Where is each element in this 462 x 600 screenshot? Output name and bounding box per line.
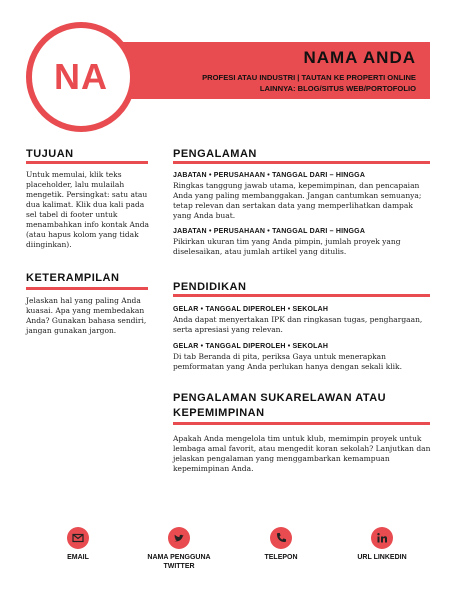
skills-text[interactable]: Jelaskan hal yang paling Anda kuasai. Apa yang membedakan Anda? Gunakan bahasa sendiri, jangan gunakan jargon. [26, 296, 147, 335]
linkedin-label[interactable]: URL LINKEDIN [357, 554, 407, 561]
subtitle-line-1: PROFESI ATAU INDUSTRI | TAUTAN KE PROPERTI ONLINE [202, 73, 416, 82]
objective-rule [26, 161, 148, 164]
resume-name[interactable]: NAMA ANDA [303, 48, 416, 67]
volunteer-title [173, 391, 430, 421]
objective-text[interactable]: Untuk memulai, klik teks placeholder, lalu mulailah mengetik. Persingkat: satu atau dua kalimat. Klik dua kali pada sel tabel di footer untuk menambahkan info kontak Anda (atau hapus kolom yang tidak diinginkan). [26, 170, 150, 249]
education-title: PENDIDIKAN [173, 281, 247, 293]
header-banner [118, 42, 430, 99]
twitter-label[interactable] [129, 553, 229, 571]
twitter-label-line-1: NAMA PENGGUNA [147, 554, 211, 561]
phone-label[interactable]: TELEPON [264, 554, 298, 561]
twitter-icon [168, 527, 190, 549]
email-icon [67, 527, 89, 549]
skills-title: KETERAMPILAN [26, 272, 120, 284]
education-rule [173, 294, 430, 297]
job-description[interactable]: Ringkas tanggung jawab utama, kepemimpinan, dan pencapaian Anda yang paling membanggakan. Jangan cantumkan semuanya; tetap relevan dan sertakan data yang memperlihatkan dampak yang Anda buat. [173, 181, 422, 220]
experience-rule [173, 161, 430, 164]
objective-title: TUJUAN [26, 148, 74, 160]
education-heading[interactable]: GELAR • TANGGAL DIPEROLEH • SEKOLAH [173, 343, 329, 350]
skills-rule [26, 287, 148, 290]
twitter-label-line-2: TWITTER [163, 563, 195, 570]
volunteer-title-line-2: KEPEMIMPINAN [173, 407, 265, 419]
volunteer-text[interactable]: Apakah Anda mengelola tim untuk klub, memimpin proyek untuk lembaga amal favorit, atau mengedit koran sekolah? Lanjutkan dan jelaskan pengalaman yang menggambarkan kemampuan kepemimpinan Anda. [173, 434, 431, 473]
volunteer-title-line-1: PENGALAMAN SUKARELAWAN ATAU [173, 392, 387, 404]
monogram-initials[interactable]: NA [54, 56, 108, 97]
linkedin-icon [371, 527, 393, 549]
phone-icon [270, 527, 292, 549]
education-description[interactable]: Anda dapat menyertakan IPK dan ringkasan tugas, penghargaan, serta apresiasi yang relevan. [173, 315, 423, 334]
job-description[interactable]: Pikirkan ukuran tim yang Anda pimpin, jumlah proyek yang diselesaikan, atau jumlah artikel yang ditulis. [173, 237, 401, 256]
job-heading[interactable]: JABATAN • PERUSAHAAN • TANGGAL DARI – HINGGA [173, 228, 366, 235]
experience-title: PENGALAMAN [173, 148, 257, 160]
subtitle-line-2: LAINNYA: BLOG/SITUS WEB/PORTOFOLIO [259, 84, 416, 93]
education-heading[interactable]: GELAR • TANGGAL DIPEROLEH • SEKOLAH [173, 306, 329, 313]
education-description[interactable]: Di tab Beranda di pita, periksa Gaya untuk menerapkan pemformatan yang Anda perlukan hanya dengan sekali klik. [173, 352, 402, 371]
email-label[interactable]: EMAIL [67, 554, 89, 561]
monogram-circle [26, 22, 136, 132]
job-heading[interactable]: JABATAN • PERUSAHAAN • TANGGAL DARI – HINGGA [173, 172, 366, 179]
resume-subtitle[interactable] [202, 72, 416, 94]
volunteer-rule [173, 422, 430, 425]
